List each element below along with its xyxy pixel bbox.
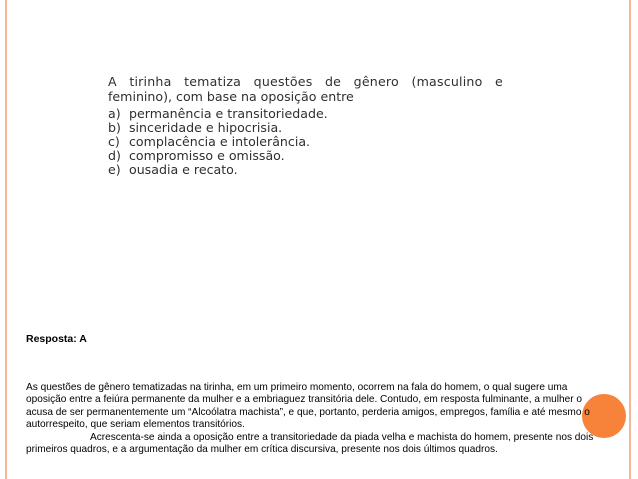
explanation-paragraph-2: Acrescenta-se ainda a oposição entre a transitoriedade da piada velha e machista do homem, presente nos dois primeiros quadros, e a argumentação da mulher em crítica discursiva, presente nos dois últimos quadros. [26, 431, 594, 456]
option-text: sinceridade e hipocrisia. [129, 120, 283, 135]
question-options [108, 107, 503, 177]
explanation-paragraph-2-wrapper [26, 432, 598, 457]
option-letter: a) [108, 106, 121, 121]
option-letter: c) [108, 134, 120, 149]
option-letter: d) [108, 148, 121, 163]
option-d [108, 149, 503, 163]
question-stem-line2: feminino), com base na oposição entre [108, 89, 354, 104]
option-b [108, 121, 503, 135]
option-text: complacência e intolerância. [129, 134, 311, 149]
answer-label: Resposta: A [26, 333, 87, 345]
explanation-paragraph-1: As questões de gênero tematizadas na tirinha, em um primeiro momento, ocorrem na fala do homem, o qual sugere uma oposição entre a feiúra permanente da mulher e a embriaguez transitória dele. Contudo, em resposta fulminante, a mulher o acusa de ser permanentemente um “Alcoólatra machista”, e que, portanto, perderia amigos, empregos, família e até mesmo o autorrespeito, que seriam elementos transitórios. [26, 382, 590, 431]
option-a [108, 107, 503, 121]
option-e [108, 163, 503, 177]
slide-border-right [629, 0, 631, 479]
option-text: permanência e transitoriedade. [129, 106, 328, 121]
slide-border-left [5, 0, 7, 479]
question-stem-line1: A tirinha tematiza questões de gênero (masculino e [108, 74, 503, 89]
option-letter: e) [108, 162, 121, 177]
question-image [108, 74, 503, 186]
option-text: compromisso e omissão. [129, 148, 285, 163]
option-c [108, 135, 503, 149]
option-letter: b) [108, 120, 121, 135]
explanation [26, 382, 598, 456]
option-text: ousadia e recato. [129, 162, 238, 177]
